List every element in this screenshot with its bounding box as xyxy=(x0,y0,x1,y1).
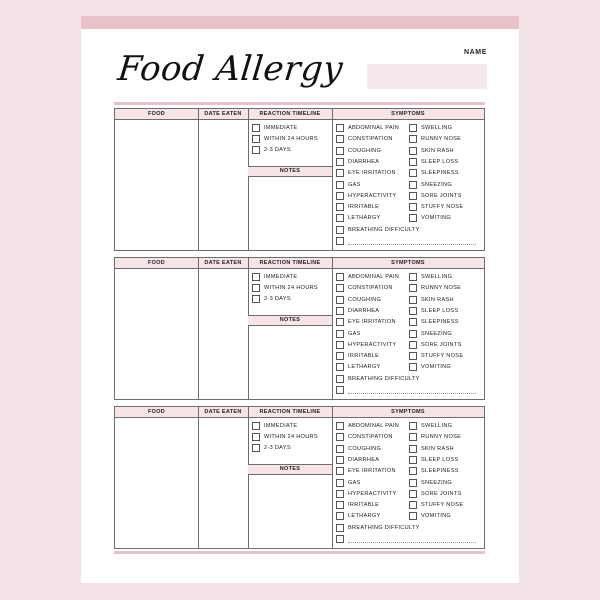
timeline-checkbox[interactable] xyxy=(252,444,260,452)
symptom-checkbox[interactable] xyxy=(336,147,344,155)
symptom-checkbox[interactable] xyxy=(409,501,417,509)
symptom-label: SNEEZING xyxy=(421,181,452,188)
symptom-label: SKIN RASH xyxy=(421,445,454,452)
symptom-label: SORE JOINTS xyxy=(421,341,462,348)
symptom-checkbox[interactable] xyxy=(336,433,344,441)
symptom-checkbox[interactable] xyxy=(336,501,344,509)
symptom-checkbox[interactable] xyxy=(409,467,417,475)
name-label: NAME xyxy=(463,49,487,56)
symptom-label: ABDOMINAL PAIN xyxy=(348,274,400,280)
allergy-record xyxy=(114,108,485,251)
symptom-label: ABDOMINAL PAIN xyxy=(348,423,400,429)
symptom-label: GAS xyxy=(348,479,361,486)
symptom-checkbox[interactable] xyxy=(336,307,344,315)
timeline-option-label: WITHIN 24 HOURS xyxy=(264,285,318,291)
symptom-label: EYE IRRITATION xyxy=(348,170,396,177)
symptom-label: SLEEPINESS xyxy=(421,319,459,326)
symptom-checkbox[interactable] xyxy=(409,192,417,200)
symptom-label: COUGHING xyxy=(348,296,382,303)
symptom-checkbox[interactable] xyxy=(336,456,344,464)
symptom-checkbox[interactable] xyxy=(336,203,344,211)
header-food: FOOD xyxy=(115,109,198,120)
date-eaten-cell[interactable] xyxy=(199,419,247,548)
other-symptom-checkbox[interactable] xyxy=(336,535,344,543)
symptom-checkbox[interactable] xyxy=(409,284,417,292)
timeline-checkbox[interactable] xyxy=(252,273,260,281)
symptom-label: DIARRHEA xyxy=(348,158,380,165)
symptom-checkbox[interactable] xyxy=(409,433,417,441)
symptom-checkbox[interactable] xyxy=(409,203,417,211)
symptom-label: BREATHING DIFFICULTY xyxy=(348,226,420,233)
symptom-checkbox[interactable] xyxy=(336,524,344,532)
symptom-label: ABDOMINAL PAIN xyxy=(348,125,400,131)
symptom-label: HYPERACTIVITY xyxy=(348,341,397,348)
symptom-checkbox[interactable] xyxy=(336,318,344,326)
symptom-checkbox[interactable] xyxy=(336,375,344,383)
symptom-label: COUGHING xyxy=(348,147,382,154)
notes-area[interactable] xyxy=(249,476,331,548)
symptom-checkbox[interactable] xyxy=(409,214,417,222)
symptom-label: SLEEP LOSS xyxy=(421,307,459,314)
symptom-label: SORE JOINTS xyxy=(421,490,462,497)
other-symptom-line[interactable] xyxy=(348,244,476,245)
symptom-checkbox[interactable] xyxy=(336,181,344,189)
header-symptoms: SYMPTOMS xyxy=(332,109,484,120)
symptom-label: SLEEP LOSS xyxy=(421,158,459,165)
symptom-label: EYE IRRITATION xyxy=(348,319,396,326)
symptom-label: GAS xyxy=(348,330,361,337)
other-symptom-line[interactable] xyxy=(348,393,476,394)
page-title: Food Allergy xyxy=(115,49,346,89)
symptom-label: CONSTIPATION xyxy=(348,285,393,292)
symptom-label: HYPERACTIVITY xyxy=(348,490,397,497)
symptom-label: VOMITING xyxy=(421,513,452,520)
header-date-eaten: DATE EATEN xyxy=(198,407,248,418)
planner-sheet xyxy=(81,16,519,583)
symptom-checkbox[interactable] xyxy=(409,330,417,338)
header-reaction-timeline: REACTION TIMELINE xyxy=(248,258,332,269)
symptom-checkbox[interactable] xyxy=(336,422,344,430)
symptom-label: STUFFY NOSE xyxy=(421,204,464,211)
header-reaction-timeline: REACTION TIMELINE xyxy=(248,109,332,120)
top-accent-band xyxy=(81,16,519,29)
symptom-label: VOMITING xyxy=(421,215,452,222)
symptom-label: RUNNY NOSE xyxy=(421,136,462,143)
timeline-option-label: IMMEDIATE xyxy=(264,423,298,429)
symptom-checkbox[interactable] xyxy=(409,273,417,281)
symptom-checkbox[interactable] xyxy=(409,456,417,464)
symptom-label: BREATHING DIFFICULTY xyxy=(348,375,420,382)
notes-area[interactable] xyxy=(249,327,331,399)
other-symptom-checkbox[interactable] xyxy=(336,237,344,245)
symptom-label: BREATHING DIFFICULTY xyxy=(348,524,420,531)
other-symptom-checkbox[interactable] xyxy=(336,386,344,394)
symptom-label: EYE IRRITATION xyxy=(348,468,396,475)
symptom-label: SLEEPINESS xyxy=(421,468,459,475)
symptom-label: RUNNY NOSE xyxy=(421,434,462,441)
symptom-label: DIARRHEA xyxy=(348,307,380,314)
symptom-label: IRRITABLE xyxy=(348,204,380,211)
date-eaten-cell[interactable] xyxy=(199,270,247,399)
allergy-record xyxy=(114,406,485,549)
symptom-checkbox[interactable] xyxy=(336,226,344,234)
symptom-checkbox[interactable] xyxy=(336,467,344,475)
symptom-checkbox[interactable] xyxy=(409,307,417,315)
timeline-option-label: IMMEDIATE xyxy=(264,274,298,280)
symptom-label: DIARRHEA xyxy=(348,456,380,463)
symptom-checkbox[interactable] xyxy=(336,296,344,304)
symptom-label: SLEEPINESS xyxy=(421,170,459,177)
symptom-checkbox[interactable] xyxy=(336,169,344,177)
timeline-option-label: 2-3 DAYS xyxy=(264,147,291,153)
symptom-checkbox[interactable] xyxy=(409,135,417,143)
allergy-record xyxy=(114,257,485,400)
symptom-label: SORE JOINTS xyxy=(421,192,462,199)
symptom-label: SKIN RASH xyxy=(421,296,454,303)
header-symptoms: SYMPTOMS xyxy=(332,407,484,418)
food-cell[interactable] xyxy=(116,121,197,250)
symptom-checkbox[interactable] xyxy=(336,158,344,166)
column-divider xyxy=(332,258,333,399)
timeline-option-label: WITHIN 24 HOURS xyxy=(264,434,318,440)
symptom-checkbox[interactable] xyxy=(409,512,417,520)
symptom-checkbox[interactable] xyxy=(409,124,417,132)
symptom-label: VOMITING xyxy=(421,364,452,371)
symptom-checkbox[interactable] xyxy=(409,363,417,371)
timeline-option-label: IMMEDIATE xyxy=(264,125,298,131)
symptom-checkbox[interactable] xyxy=(336,330,344,338)
food-cell[interactable] xyxy=(116,270,197,399)
timeline-checkbox[interactable] xyxy=(252,124,260,132)
symptom-label: SKIN RASH xyxy=(421,147,454,154)
header-food: FOOD xyxy=(115,407,198,418)
column-divider xyxy=(332,109,333,250)
timeline-checkbox[interactable] xyxy=(252,146,260,154)
date-eaten-cell[interactable] xyxy=(199,121,247,250)
timeline-checkbox[interactable] xyxy=(252,284,260,292)
symptom-label: LETHARGY xyxy=(348,215,381,222)
symptom-checkbox[interactable] xyxy=(409,479,417,487)
notes-header: NOTES xyxy=(248,464,332,475)
symptom-label: CONSTIPATION xyxy=(348,434,393,441)
header-food: FOOD xyxy=(115,258,198,269)
symptom-checkbox[interactable] xyxy=(336,490,344,498)
symptom-label: GAS xyxy=(348,181,361,188)
timeline-option-label: WITHIN 24 HOURS xyxy=(264,136,318,142)
divider-bottom xyxy=(114,551,485,554)
symptom-checkbox[interactable] xyxy=(336,214,344,222)
symptom-label: LETHARGY xyxy=(348,513,381,520)
symptom-label: IRRITABLE xyxy=(348,502,380,509)
symptom-checkbox[interactable] xyxy=(336,512,344,520)
symptom-checkbox[interactable] xyxy=(409,422,417,430)
symptom-label: SNEEZING xyxy=(421,330,452,337)
symptom-checkbox[interactable] xyxy=(336,135,344,143)
symptom-checkbox[interactable] xyxy=(409,445,417,453)
symptom-checkbox[interactable] xyxy=(336,273,344,281)
header-reaction-timeline: REACTION TIMELINE xyxy=(248,407,332,418)
symptom-label: CONSTIPATION xyxy=(348,136,393,143)
notes-header: NOTES xyxy=(248,166,332,177)
symptom-checkbox[interactable] xyxy=(409,341,417,349)
symptom-checkbox[interactable] xyxy=(336,352,344,360)
symptom-checkbox[interactable] xyxy=(336,124,344,132)
symptom-checkbox[interactable] xyxy=(409,490,417,498)
divider-top xyxy=(114,102,485,105)
symptom-checkbox[interactable] xyxy=(409,181,417,189)
symptom-checkbox[interactable] xyxy=(336,479,344,487)
timeline-checkbox[interactable] xyxy=(252,135,260,143)
symptom-checkbox[interactable] xyxy=(409,318,417,326)
name-field[interactable] xyxy=(367,64,487,89)
food-cell[interactable] xyxy=(116,419,197,548)
symptom-label: SWELLING xyxy=(421,423,453,429)
symptom-checkbox[interactable] xyxy=(409,158,417,166)
symptom-label: RUNNY NOSE xyxy=(421,285,462,292)
symptom-label: SLEEP LOSS xyxy=(421,456,459,463)
timeline-checkbox[interactable] xyxy=(252,295,260,303)
symptom-checkbox[interactable] xyxy=(336,363,344,371)
timeline-option-label: 2-3 DAYS xyxy=(264,445,291,451)
symptom-label: COUGHING xyxy=(348,445,382,452)
timeline-option-label: 2-3 DAYS xyxy=(264,296,291,302)
symptom-label: SWELLING xyxy=(421,274,453,280)
other-symptom-line[interactable] xyxy=(348,542,476,543)
symptom-label: STUFFY NOSE xyxy=(421,353,464,360)
symptom-checkbox[interactable] xyxy=(409,352,417,360)
symptom-label: LETHARGY xyxy=(348,364,381,371)
symptom-label: STUFFY NOSE xyxy=(421,502,464,509)
symptom-checkbox[interactable] xyxy=(336,192,344,200)
symptom-label: HYPERACTIVITY xyxy=(348,192,397,199)
symptom-label: IRRITABLE xyxy=(348,353,380,360)
header-symptoms: SYMPTOMS xyxy=(332,258,484,269)
notes-header: NOTES xyxy=(248,315,332,326)
notes-area[interactable] xyxy=(249,178,331,250)
symptom-checkbox[interactable] xyxy=(336,284,344,292)
symptom-checkbox[interactable] xyxy=(409,169,417,177)
timeline-checkbox[interactable] xyxy=(252,422,260,430)
header-date-eaten: DATE EATEN xyxy=(198,109,248,120)
column-divider xyxy=(332,407,333,548)
symptom-label: SNEEZING xyxy=(421,479,452,486)
symptom-label: SWELLING xyxy=(421,125,453,131)
symptom-checkbox[interactable] xyxy=(409,147,417,155)
header-date-eaten: DATE EATEN xyxy=(198,258,248,269)
symptom-checkbox[interactable] xyxy=(336,341,344,349)
symptom-checkbox[interactable] xyxy=(336,445,344,453)
timeline-checkbox[interactable] xyxy=(252,433,260,441)
symptom-checkbox[interactable] xyxy=(409,296,417,304)
